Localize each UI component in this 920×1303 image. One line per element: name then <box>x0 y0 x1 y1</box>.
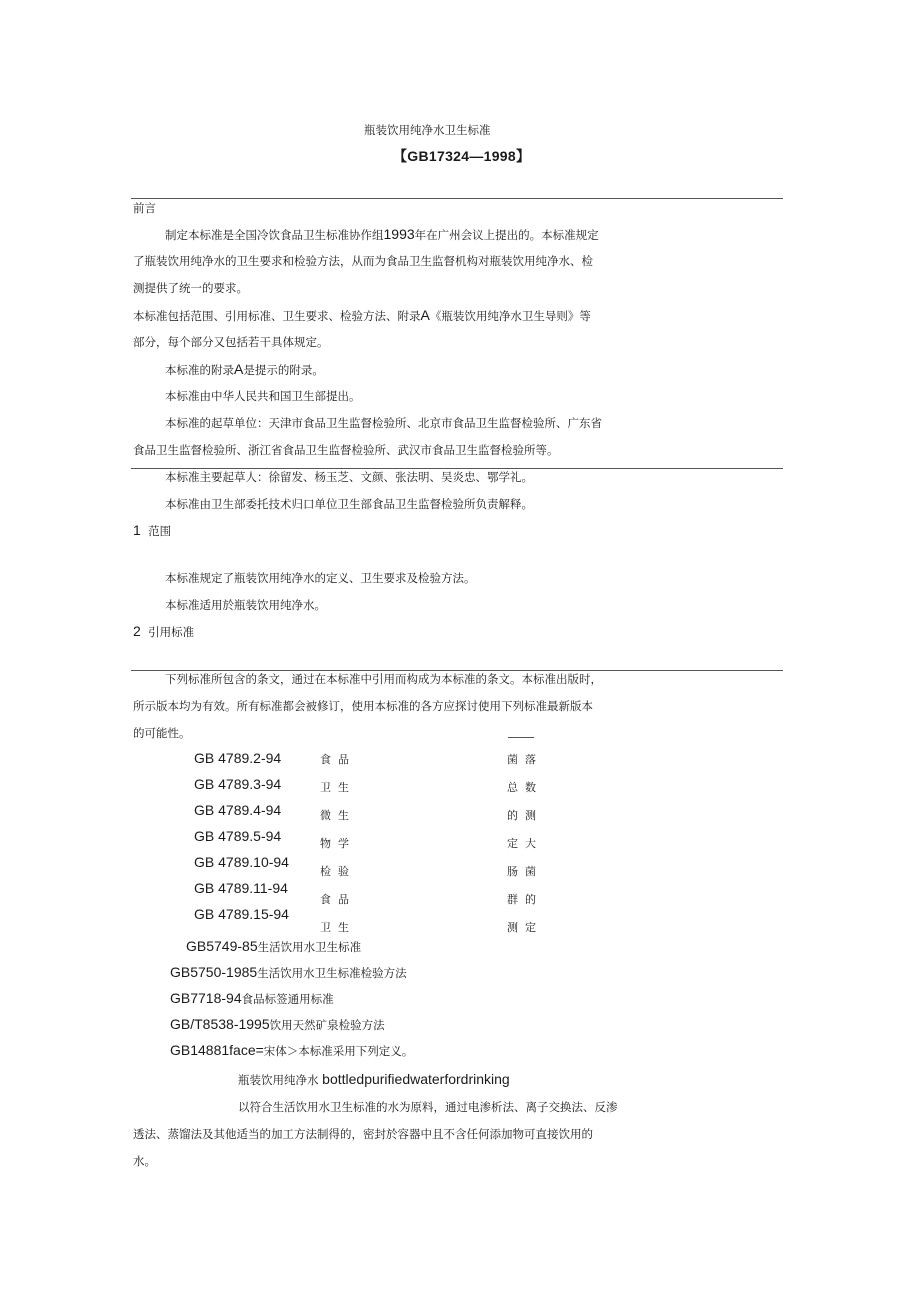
glyph-col2: 肠菌 <box>507 865 543 878</box>
gb4789-code: GB 4789.3-94 <box>194 776 282 792</box>
glyph-col2: 测定 <box>507 921 543 934</box>
gb4789-code: GB 4789.4-94 <box>194 802 282 818</box>
glyph-col2: 定大 <box>507 837 543 850</box>
section1-title: 范围 <box>148 524 172 538</box>
foreword-p6: 本标准主要起草人：徐留发、杨玉芝、文颜、张法明、吴炎忠、鄂学礼。 <box>165 470 533 484</box>
foreword-p5-line1: 本标准的起草单位：天津市食品卫生监督检验所、北京市食品卫生监督检验所、广东省 <box>165 416 602 430</box>
definition-term-en: bottledpurifiedwaterfordrinking <box>322 1071 510 1087</box>
short-divider <box>508 737 534 738</box>
standard-code: GB5750-1985 <box>170 964 258 980</box>
section2-number: 2 <box>133 623 141 639</box>
glyph-col1: 食品 <box>320 893 356 906</box>
section2-line3: 的可能性。 <box>133 726 191 740</box>
definition-line2: 透法、蒸馏法及其他适当的加工方法制得的，密封於容器中且不含任何添加物可直接饮用的 <box>133 1127 593 1141</box>
standard-desc: 饮用天然矿泉检验方法 <box>269 1018 385 1032</box>
foreword-p1-line2: 了瓶装饮用纯净水的卫生要求和检验方法，从而为食品卫生监督机构对瓶装饮用纯净水、检 <box>133 254 593 268</box>
standard-item <box>170 965 407 980</box>
document-title: 瓶装饮用纯净水卫生标准 <box>364 123 491 137</box>
foreword-p7: 本标准由卫生部委托技术归口单位卫生部食品卫生监督检验所负责解释。 <box>165 497 533 511</box>
foreword-p2-a: 本标准包括范围、引用标准、卫生要求、检验方法、附录 <box>133 309 421 323</box>
gb4789-code: GB 4789.15-94 <box>194 906 289 922</box>
standard-code: GB7718-94 <box>170 990 242 1006</box>
glyph-col2: 的测 <box>507 809 543 822</box>
glyph-col2: 菌落 <box>507 753 543 766</box>
definition-term <box>238 1072 510 1087</box>
standard-item <box>170 1017 385 1032</box>
standard-item <box>170 991 334 1006</box>
foreword-p1-a: 制定本标准是全国冷饮食品卫生标准协作组 <box>165 228 384 242</box>
gb4789-code: GB 4789.10-94 <box>194 854 289 870</box>
glyph-col1: 微生 <box>320 809 356 822</box>
gb4789-code: GB 4789.11-94 <box>194 880 288 896</box>
foreword-p1-line1 <box>165 227 599 242</box>
section2-title: 引用标准 <box>148 625 195 639</box>
gb4789-code: GB 4789.5-94 <box>194 828 282 844</box>
section2-line1: 下列标准所包含的条文，通过在本标准中引用而构成为本标准的条文。本标准出版时， <box>165 672 602 686</box>
glyph-col1: 卫生 <box>320 781 356 794</box>
definition-term-cn: 瓶装饮用纯净水 <box>238 1073 319 1087</box>
section2-line2: 所示版本均为有效。所有标准都会被修订，使用本标准的各方应探讨使用下列标准最新版本 <box>133 699 593 713</box>
divider-top <box>131 198 783 199</box>
gb4789-code: GB 4789.2-94 <box>194 750 282 766</box>
foreword-p2-line1 <box>133 308 591 323</box>
definition-line3: 水。 <box>133 1154 156 1168</box>
standard-desc: 生活饮用水卫生标准检验方法 <box>257 966 407 980</box>
foreword-heading: 前言 <box>133 201 156 215</box>
foreword-p1-b: 年在广州会议上提出的。本标准规定 <box>414 228 599 242</box>
foreword-p3-annex: A <box>234 361 244 377</box>
glyph-col1: 卫生 <box>320 921 356 934</box>
divider-middle <box>131 468 783 469</box>
standard-code: GB14881face= <box>170 1042 264 1058</box>
foreword-p1-line3: 测提供了统一的要求。 <box>133 281 248 295</box>
glyph-col2: 总数 <box>507 781 543 794</box>
foreword-p2-b: 《瓶装饮用纯净水卫生导则》等 <box>429 309 591 323</box>
foreword-p5-line2: 食品卫生监督检验所、浙江省食品卫生监督检验所、武汉市食品卫生监督检验所等。 <box>133 443 559 457</box>
document-code: 【GB17324—1998】 <box>393 148 531 164</box>
standard-desc: 食品标签通用标准 <box>241 992 334 1006</box>
standard-desc: 生活饮用水卫生标准 <box>257 940 362 954</box>
foreword-p2-annex: A <box>420 307 430 323</box>
foreword-p2-line2: 部分，每个部分又包括若干具体规定。 <box>133 335 329 349</box>
section2-heading <box>133 624 194 639</box>
foreword-p3 <box>165 362 324 377</box>
glyph-col1: 物学 <box>320 837 356 850</box>
foreword-p1-year: 1993 <box>383 226 415 242</box>
glyph-col1: 检验 <box>320 865 356 878</box>
section1-number: 1 <box>133 522 141 538</box>
standard-code: GB/T8538-1995 <box>170 1016 270 1032</box>
foreword-p3-a: 本标准的附录 <box>165 363 234 377</box>
section1-p2: 本标准适用於瓶装饮用纯净水。 <box>165 598 326 612</box>
divider-lower <box>131 670 783 671</box>
section1-p1: 本标准规定了瓶装饮用纯净水的定义、卫生要求及检验方法。 <box>165 571 476 585</box>
standard-item <box>186 939 361 954</box>
foreword-p3-b: 是提示的附录。 <box>243 363 324 377</box>
standard-code: GB5749-85 <box>186 938 258 954</box>
foreword-p4: 本标准由中华人民共和国卫生部提出。 <box>165 389 361 403</box>
definition-line1: 以符合生活饮用水卫生标准的水为原料，通过电渗析法、离子交换法、反渗 <box>238 1100 618 1114</box>
standard-desc: 宋体＞本标准采用下列定义。 <box>263 1044 414 1058</box>
standard-item <box>170 1043 413 1058</box>
section1-heading <box>133 523 171 538</box>
glyph-col2: 群的 <box>507 893 543 906</box>
glyph-col1: 食品 <box>320 753 356 766</box>
